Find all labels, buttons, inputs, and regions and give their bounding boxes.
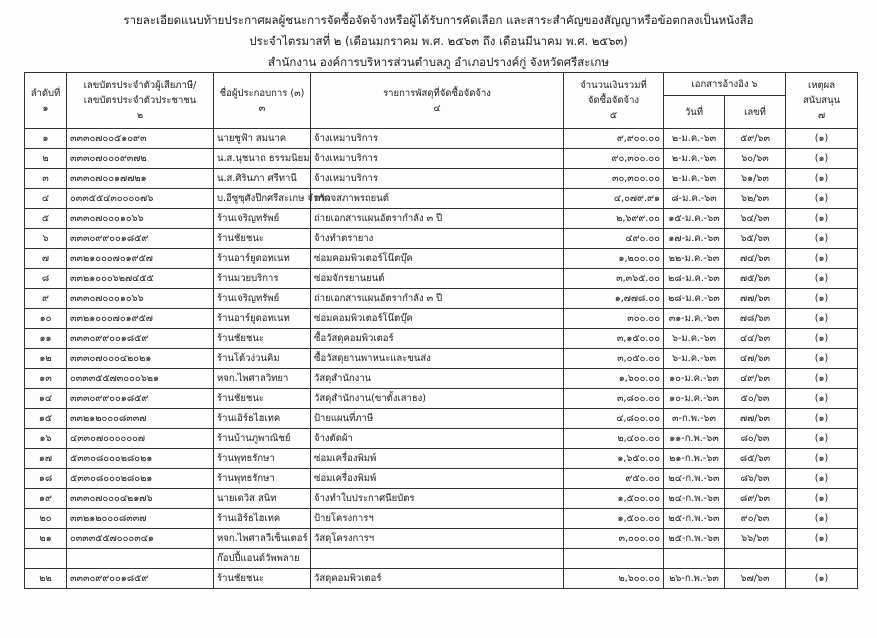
header-ref-date: วันที่ [664,96,725,129]
cell-vendor: ร้านอาร์ยูดอทเนท [214,309,311,329]
header-seq: ลำดับที่ ๑ [25,73,67,129]
cell-amount: ๒,๖๙๙.๐๐ [564,209,664,229]
cell-item: ป้ายโครงการฯ [311,509,564,529]
cell-taxid: ๓๓๓๐๙๙๐๐๑๘๕๙ [67,389,214,409]
cell-seq: ๒๑ [25,529,67,549]
cell-seq: ๑๐ [25,309,67,329]
cell-seq: ๑๗ [25,449,67,469]
cell-reason: (๑) [786,469,858,489]
cell-amount: ๑,๒๐๐.๐๐ [564,249,664,269]
cell-taxid: ๐๓๓๓๕๕๗๓๐๐๐๖๒๑ [67,369,214,389]
cell-date: ๑๑-ก.พ.-๖๓ [664,429,725,449]
cell-item: จ้างทำตรายาง [311,229,564,249]
cell-amount: ๓,๐๐๐.๐๐ [564,529,664,549]
cell-vendor: ร้านเจริญทรัพย์ [214,289,311,309]
cell-vendor: น.ส.ศิรินภา ศรีทานี [214,169,311,189]
cell-seq: ๑๔ [25,389,67,409]
cell-taxid: ๓๓๒๑๐๐๐๗๐๑๙๕๗ [67,249,214,269]
cell-vendor: ร้านบ้านภูพาณิชย์ [214,429,311,449]
cell-seq: ๑๖ [25,429,67,449]
header-item: รายการพัสดุที่จัดซื้อจัดจ้าง ๔ [311,73,564,129]
table-row [25,289,858,309]
cell-no: ๖๐/๖๓ [725,149,786,169]
cell-seq: ๑๘ [25,469,67,489]
cell-amount: ๓,๐๕๐.๐๐ [564,349,664,369]
cell-no: ๖๔/๖๓ [725,209,786,229]
cell-item: ถ่ายเอกสารแผนอัตรากำลัง ๓ ปี [311,289,564,309]
cell-vendor: นายชูฟ้า สมนาค [214,129,311,149]
cell-date: ๖-ม.ค.-๖๓ [664,349,725,369]
cell-no: ๘๖/๖๓ [725,469,786,489]
cell-reason: (๑) [786,409,858,429]
cell-item: ซ่อมเครื่องพิมพ์ [311,449,564,469]
cell-no: ๔๙/๖๓ [725,369,786,389]
cell-vendor: ร้านเอิร์ธไฮเทค [214,409,311,429]
cell-vendor: บ.อีซูซุศังป๊กศรีสะเกษ จำกัด [214,189,311,209]
cell-amount: ๔๙๐.๐๐ [564,229,664,249]
cell-no: ๕๙/๖๓ [725,129,786,149]
cell-no: ๖๑/๖๓ [725,169,786,189]
cell-no [725,549,786,569]
cell-item: วัสดุสำนักงาน(ขาตั้งเสาธง) [311,389,564,409]
cell-seq: ๒๒ [25,569,67,589]
cell-no: ๘๙/๖๓ [725,489,786,509]
cell-seq: ๓ [25,169,67,189]
cell-amount [564,549,664,569]
header-vendor: ชื่อผู้ประกอบการ (๓) ๓ [214,73,311,129]
cell-taxid: ๕๓๓๐๘๐๐๐๒๘๐๒๑ [67,469,214,489]
header-reason: เหตุผล สนับสนุน ๗ [786,73,858,129]
cell-taxid: ๓๓๒๑๒๐๐๐๘๓๓๗ [67,509,214,529]
cell-no: ๕๐/๖๓ [725,389,786,409]
cell-no: ๖๖/๖๓ [725,529,786,549]
cell-vendor: หจก.ไพศาลวิทยา [214,369,311,389]
cell-taxid: ๓๓๓๐๗๐๐๕๑๐๙๓ [67,129,214,149]
table-row [25,449,858,469]
cell-no: ๔๗/๖๓ [725,349,786,369]
table-row [25,549,858,569]
cell-date: ๑๕-ม.ค.-๖๓ [664,209,725,229]
cell-taxid: ๓๓๓๐๗๐๐๐๑๐๖๖ [67,209,214,229]
cell-date: ๒-ม.ค.-๖๓ [664,129,725,149]
cell-date: ๑๐-ม.ค.-๖๓ [664,369,725,389]
table-row [25,169,858,189]
table-row [25,249,858,269]
cell-taxid: ๓๓๒๑๐๐๐๖๒๗๔๕๕ [67,269,214,289]
cell-amount: ๙,๙๐๐.๐๐ [564,129,664,149]
cell-amount: ๙๐,๓๐๐.๐๐ [564,149,664,169]
cell-reason: (๑) [786,349,858,369]
cell-amount: ๑,๗๗๘.๐๐ [564,289,664,309]
cell-amount: ๔,๐๗๙.๙๑ [564,189,664,209]
table-row [25,189,858,209]
cell-item [311,549,564,569]
cell-seq: ๑๑ [25,329,67,349]
cell-reason: (๑) [786,249,858,269]
cell-date: ๒๑-ก.พ.-๖๓ [664,449,725,469]
cell-item: ป้ายแผนที่ภาษี [311,409,564,429]
procurement-table [24,72,858,589]
cell-taxid: ๓๓๓๐๗๐๐๐๙๓๗๒ [67,149,214,169]
title-line-2: ประจำไตรมาสที่ ๒ (เดือนมกราคม พ.ศ. ๒๕๖๓ ถึง เดือนมีนาคม พ.ศ. ๒๕๖๓) [249,34,628,48]
cell-taxid: ๓๓๒๑๒๐๐๐๘๓๓๗ [67,409,214,429]
cell-reason: (๑) [786,389,858,409]
cell-vendor: ร้านพุทธรักษา [214,449,311,469]
cell-amount: ๒,๖๐๐.๐๐ [564,569,664,589]
cell-reason: (๑) [786,149,858,169]
cell-reason: (๑) [786,229,858,249]
cell-seq: ๗ [25,249,67,269]
cell-amount: ๑,๖๕๐.๐๐ [564,449,664,469]
table-row [25,149,858,169]
cell-vendor: ร้านชัยชนะ [214,389,311,409]
header-amount: จำนวนเงินรวมที่ จัดซื้อจัดจ้าง ๕ [564,73,664,129]
title-line-1: รายละเอียดแนบท้ายประกาศผลผู้ชนะการจัดซื้อจัดจ้างหรือผู้ได้รับการคัดเลือก และสาระสำคัญของสัญญาหรือข้อตกลงเป็นหนังสือ [123,13,754,27]
cell-item: ซ่อมคอมพิวเตอร์โน๊ตบุ๊ค [311,309,564,329]
cell-taxid: ๓๓๓๐๗๐๐๐๔๒๑๗๖ [67,489,214,509]
table-row [25,429,858,449]
cell-seq: ๑๒ [25,349,67,369]
cell-item: วัสดุสำนักงาน [311,369,564,389]
cell-amount: ๒,๔๐๐.๐๐ [564,429,664,449]
cell-no: ๗๘/๖๓ [725,309,786,329]
cell-taxid: ๓๓๓๐๗๐๐๐๑๐๖๖ [67,289,214,309]
cell-date: ๒๕-ก.พ.-๖๓ [664,509,725,529]
cell-item: จ้างเหมาบริการ [311,149,564,169]
cell-reason: (๑) [786,189,858,209]
cell-vendor: ร้านเจริญทรัพย์ [214,209,311,229]
cell-no: ๘๐/๖๓ [725,429,786,449]
cell-taxid: ๐๓๓๕๕๔๓๐๐๐๐๗๖ [67,189,214,209]
cell-item: จ้างทำใบประกาศนียบัตร [311,489,564,509]
cell-seq [25,549,67,569]
table-row [25,569,858,589]
table-row [25,229,858,249]
cell-date: ๑๐-ม.ค.-๖๓ [664,389,725,409]
cell-taxid: ๓๓๓๐๗๐๐๐๔๒๐๒๑ [67,349,214,369]
cell-item: ตรวจสภาพรถยนต์ [311,189,564,209]
cell-date: ๒๔-ก.พ.-๖๓ [664,489,725,509]
table-row [25,329,858,349]
table-row [25,209,858,229]
cell-seq: ๖ [25,229,67,249]
cell-date: ๑๗-ม.ค.-๖๓ [664,229,725,249]
cell-seq: ๘ [25,269,67,289]
cell-taxid: ๓๓๓๐๙๙๐๐๑๘๕๙ [67,569,214,589]
cell-vendor: ร้านชัยชนะ [214,569,311,589]
table-row [25,489,858,509]
table-row [25,469,858,489]
table-row [25,509,858,529]
cell-seq: ๕ [25,209,67,229]
cell-date: ๓-ก.พ.-๖๓ [664,409,725,429]
table-row [25,309,858,329]
cell-taxid: ๓๓๒๑๐๐๐๗๐๑๙๕๗ [67,309,214,329]
cell-reason: (๑) [786,369,858,389]
cell-no: ๗๔/๖๓ [725,249,786,269]
cell-amount: ๓๐,๓๐๐.๐๐ [564,169,664,189]
cell-date: ๒-ม.ค.-๖๓ [664,169,725,189]
cell-seq: ๑ [25,129,67,149]
cell-reason: (๑) [786,129,858,149]
cell-date: ๒๖-ก.พ.-๖๓ [664,569,725,589]
cell-vendor: น.ส.นุชนาถ ธรรมนิยม [214,149,311,169]
cell-taxid: ๓๓๓๐๙๙๐๐๑๘๕๙ [67,329,214,349]
cell-amount: ๓,๓๖๕.๐๐ [564,269,664,289]
cell-date: ๒๒-ม.ค.-๖๓ [664,249,725,269]
table-row [25,349,858,369]
cell-item: ถ่ายเอกสารแผนอัตรากำลัง ๓ ปี [311,209,564,229]
cell-date: ๓๑-ม.ค.-๖๓ [664,309,725,329]
cell-taxid [67,549,214,569]
cell-reason: (๑) [786,429,858,449]
cell-date [664,549,725,569]
cell-reason [786,549,858,569]
cell-taxid: ๓๓๓๐๙๙๐๐๑๘๕๙ [67,229,214,249]
cell-taxid: ๔๓๓๐๗๐๐๐๐๐๐๗ [67,429,214,449]
cell-vendor: นายเดวิส สนิท [214,489,311,509]
cell-no: ๔๔/๖๓ [725,329,786,349]
cell-item: ซ่อมจักรยานยนต์ [311,269,564,289]
table-row [25,269,858,289]
cell-no: ๖๕/๖๓ [725,229,786,249]
cell-item: วัสดุคอมพิวเตอร์ [311,569,564,589]
cell-seq: ๑๙ [25,489,67,509]
cell-no: ๘๕/๖๓ [725,449,786,469]
cell-taxid: ๐๓๓๓๕๕๗๐๐๐๓๔๑ [67,529,214,549]
cell-seq: ๒๐ [25,509,67,529]
table-row [25,529,858,549]
cell-date: ๒๕-ก.พ.-๖๓ [664,529,725,549]
title-line-3: สำนักงาน องค์การบริหารส่วนตำบลภู อำเภอปรางค์กู่ จังหวัดศรีสะเกษ [268,55,609,69]
cell-amount: ๑,๕๐๐.๐๐ [564,489,664,509]
cell-reason: (๑) [786,489,858,509]
cell-reason: (๑) [786,309,858,329]
cell-amount: ๑,๕๐๐.๐๐ [564,509,664,529]
cell-item: ซ่อมคอมพิวเตอร์โน๊ตบุ๊ค [311,249,564,269]
cell-vendor: ร้านชัยชนะ [214,329,311,349]
cell-vendor: ร้านอาร์ยูดอทเนท [214,249,311,269]
document-header [0,10,877,73]
header-ref-no: เลขที่ [725,96,786,129]
cell-vendor: ร้านชัยชนะ [214,229,311,249]
cell-amount: ๓๐๐.๐๐ [564,309,664,329]
cell-no: ๖๒/๖๓ [725,189,786,209]
cell-vendor: ร้านโต้วง่วนคิม [214,349,311,369]
cell-no: ๙๐/๖๓ [725,509,786,529]
cell-amount: ๔,๘๐๐.๐๐ [564,409,664,429]
table-row [25,389,858,409]
cell-taxid: ๓๓๓๐๗๐๐๑๗๗๒๑ [67,169,214,189]
cell-vendor: หจก.ไพศาลวีเซ็นเตอร์ [214,529,311,549]
cell-item: วัสดุโครงการฯ [311,529,564,549]
cell-no: ๗๗/๖๓ [725,409,786,429]
cell-amount: ๙๕๐.๐๐ [564,469,664,489]
cell-vendor: ร้านพุทธรักษา [214,469,311,489]
cell-vendor: ร้านเอิร์ธไฮเทค [214,509,311,529]
table-row [25,129,858,149]
cell-no: ๗๕/๖๓ [725,269,786,289]
cell-reason: (๑) [786,209,858,229]
cell-reason: (๑) [786,169,858,189]
cell-seq: ๔ [25,189,67,209]
cell-item: ซ่อมเครื่องพิมพ์ [311,469,564,489]
cell-item: ซื้อวัสดุยานพาหนะและขนส่ง [311,349,564,369]
cell-seq: ๑๕ [25,409,67,429]
cell-vendor: ก๊อปปี้แอนด์วัพพลาย [214,549,311,569]
cell-seq: ๙ [25,289,67,309]
cell-amount: ๑,๖๐๐.๐๐ [564,369,664,389]
header-ref: เอกสารอ้างอิง ๖ [664,73,786,96]
cell-seq: ๑๓ [25,369,67,389]
cell-date: ๖-ม.ค.-๖๓ [664,329,725,349]
cell-item: จ้างเหมาบริการ [311,129,564,149]
cell-item: จ้างตัดผ้า [311,429,564,449]
cell-date: ๒-ม.ค.-๖๓ [664,149,725,169]
cell-date: ๒๘-ม.ค.-๖๓ [664,269,725,289]
cell-reason: (๑) [786,509,858,529]
cell-date: ๘-ม.ค.-๖๓ [664,189,725,209]
cell-no: ๗๗/๖๓ [725,289,786,309]
table-body [25,129,858,589]
cell-amount: ๓,๑๕๐.๐๐ [564,329,664,349]
cell-date: ๒๔-ก.พ.-๖๓ [664,469,725,489]
cell-reason: (๑) [786,569,858,589]
table-row [25,369,858,389]
cell-item: จ้างเหมาบริการ [311,169,564,189]
cell-amount: ๓,๘๐๐.๐๐ [564,389,664,409]
cell-item: ซื้อวัสดุคอมพิวเตอร์ [311,329,564,349]
cell-no: ๖๗/๖๓ [725,569,786,589]
cell-reason: (๑) [786,449,858,469]
cell-seq: ๒ [25,149,67,169]
cell-reason: (๑) [786,269,858,289]
cell-date: ๒๘-ม.ค.-๖๓ [664,289,725,309]
table-row [25,409,858,429]
cell-taxid: ๕๓๓๐๘๐๐๐๒๘๐๒๑ [67,449,214,469]
cell-reason: (๑) [786,529,858,549]
cell-vendor: ร้านมวยบริการ [214,269,311,289]
header-taxid: เลขบัตรประจำตัวผู้เสียภาษี/ เลขบัตรประจำตัวประชาชน ๒ [67,73,214,129]
cell-reason: (๑) [786,289,858,309]
cell-reason: (๑) [786,329,858,349]
